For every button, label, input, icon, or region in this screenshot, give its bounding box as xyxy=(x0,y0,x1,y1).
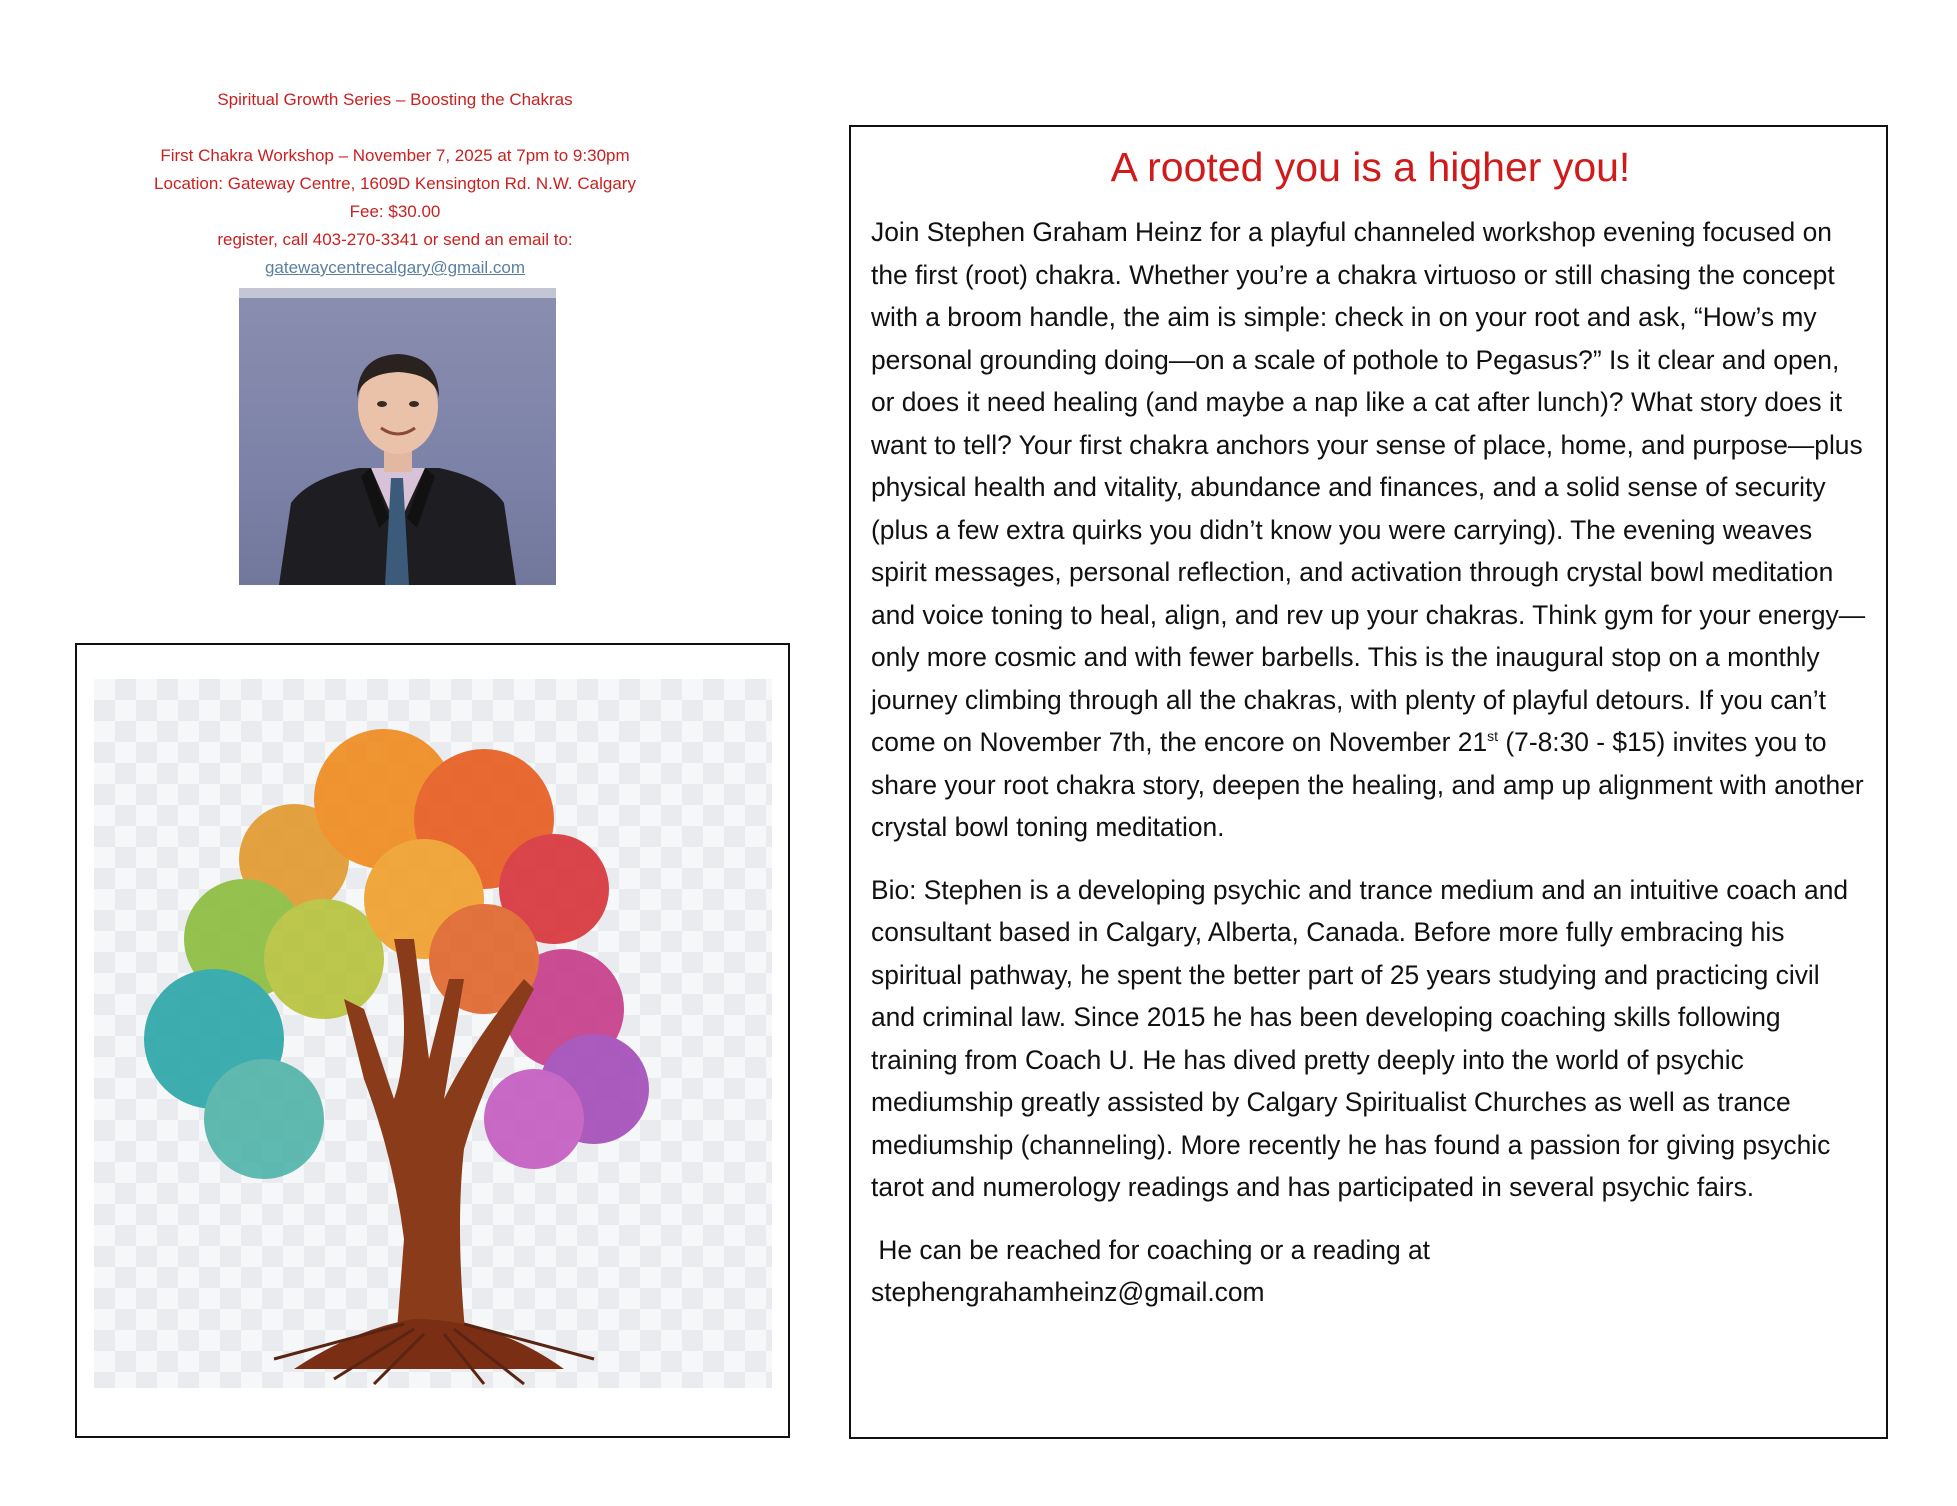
presenter-portrait-illustration xyxy=(239,288,556,585)
location-line: Location: Gateway Centre, 1609D Kensington Rd. N.W. Calgary xyxy=(154,174,636,193)
headline: A rooted you is a higher you! xyxy=(1110,144,1631,190)
tree-of-life-illustration xyxy=(94,679,772,1388)
description-closing-text: (7-8:30 - $15) invites you to share your root chakra story, deepen the healing, and amp up alignment with another crystal bowl toning meditation. xyxy=(871,727,1864,842)
ordinal-suffix: st xyxy=(1487,728,1499,745)
workshop-date-line: First Chakra Workshop – November 7, 2025 at 7pm to 9:30pm xyxy=(160,146,630,165)
fee-line: Fee: $30.00 xyxy=(349,202,441,221)
series-title: Spiritual Growth Series – Boosting the Chakras xyxy=(217,90,573,109)
contact-email[interactable]: stephengrahamheinz@gmail.com xyxy=(871,1277,1265,1307)
presenter-bio: Bio: Stephen is a developing psychic and trance medium and an intuitive coach and consultant based in Calgary, Alberta, Canada. Before more fully embracing his spiritual pathway, he spent the better part of 25 years studying and practicing civil and criminal law. Since 2015 he has been developing coaching skills following training from Coach U. He has dived pretty deeply into the world of psychic mediumship greatly assisted by Calgary Spiritualist Churches as well as trance mediumship (channeling). More recently he has found a passion for giving psychic tarot and numerology readings and has participated in several psychic fairs. xyxy=(871,874,1849,1202)
contact-line: He can be reached for coaching or a reading at xyxy=(871,1234,1430,1265)
workshop-description xyxy=(871,211,1870,849)
register-line: register, call 403-270-3341 or send an email to: xyxy=(217,230,573,249)
event-header xyxy=(110,86,680,282)
presenter-photo xyxy=(239,288,556,585)
tree-image-frame xyxy=(75,643,790,1438)
description-main-text: Join Stephen Graham Heinz for a playful channeled workshop evening focused on the first (root) chakra. Whether you’re a chakra virtuoso or still chasing the concept with a broom handle, the aim is simple: check in on your root and ask, “How’s my personal grounding doing—on a scale of pothole to Pegasus?” Is it clear and open, or does it need healing (and maybe a nap like a cat after lunch)? What story does it want to tell? Your first chakra anchors your sense of place, home, and purpose—plus physical health and vitality, abundance and finances, and a solid sense of security (plus a few extra quirks you didn’t know you were carrying). The evening weaves spirit messages, personal reflection, and activation through crystal bowl meditation and voice toning to heal, align, and rev up your chakras. Think gym for your energy—only more cosmic and with fewer barbells. This is the inaugural stop on a monthly journey climbing through all the chakras, with plenty of playful detours. If you can’t come on November 7th, the encore on November 21 xyxy=(871,217,1866,757)
register-email-link[interactable]: gatewaycentrecalgary@gmail.com xyxy=(264,258,526,277)
workshop-description-box xyxy=(849,125,1888,1439)
tree-image xyxy=(94,679,772,1388)
contact-info xyxy=(871,1229,1870,1314)
